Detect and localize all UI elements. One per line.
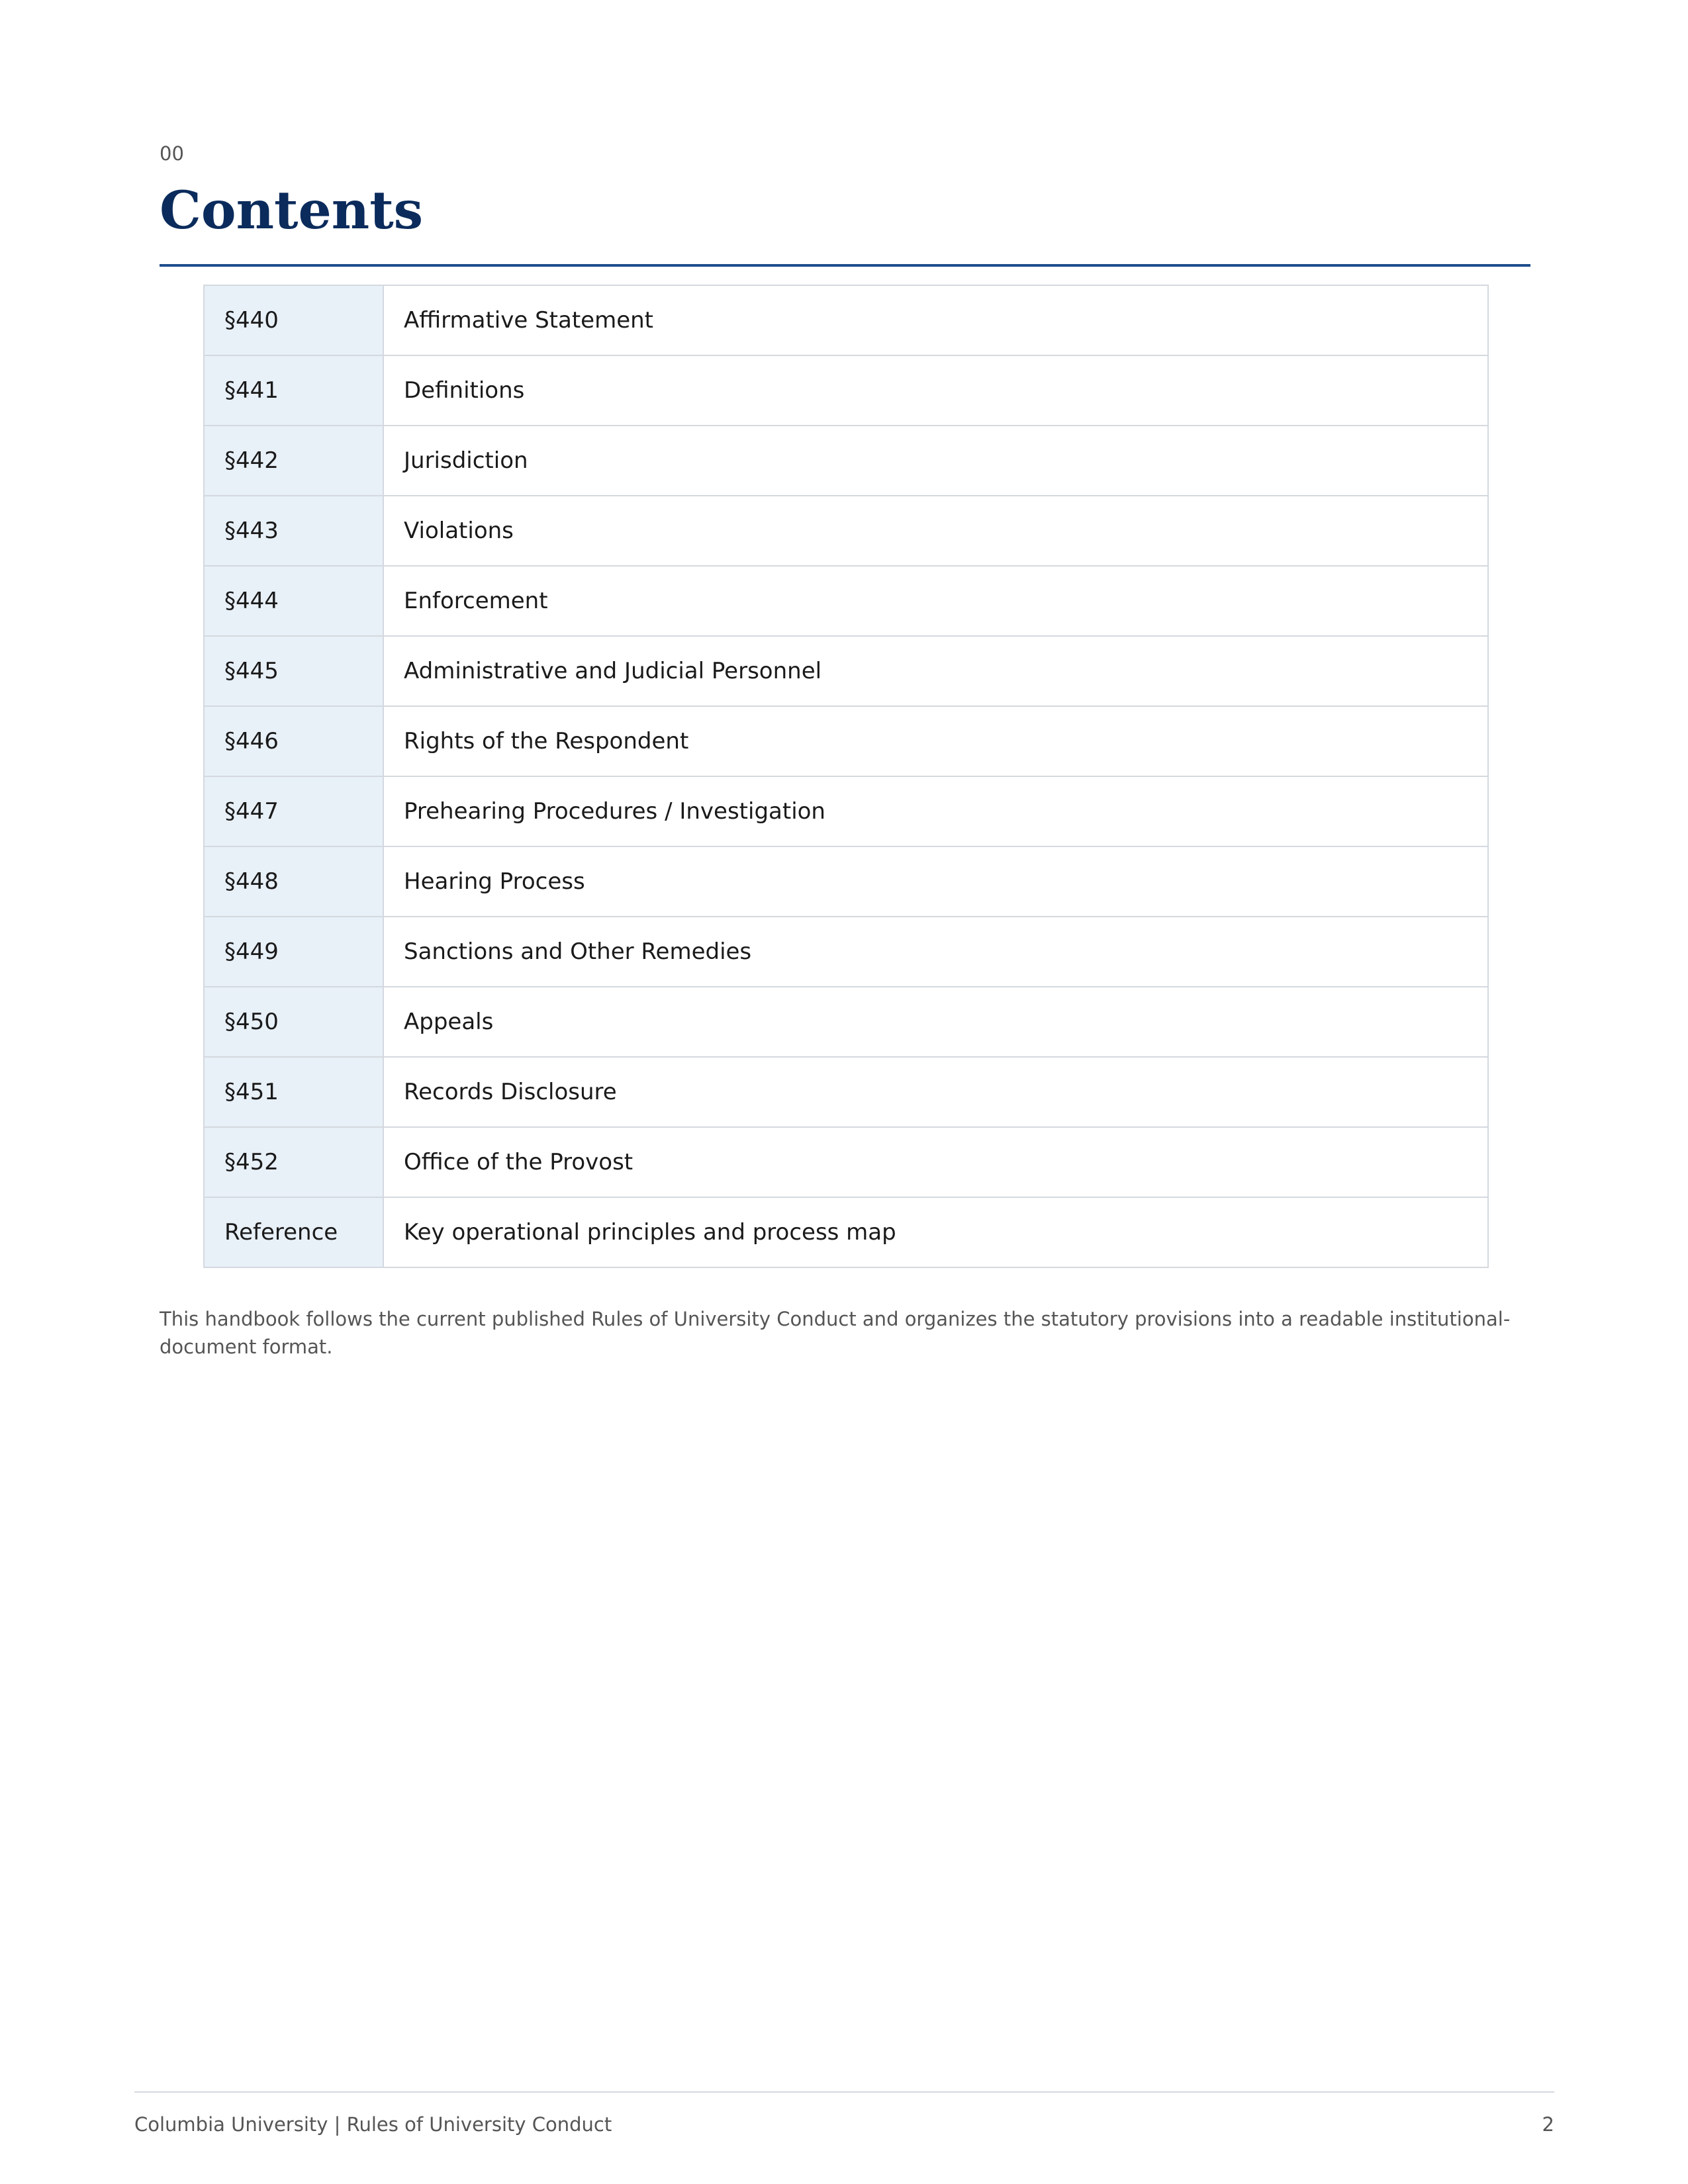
table-row[interactable]	[204, 355, 1488, 426]
handbook-note: This handbook follows the current published Rules of University Conduct and organizes the statutory provisions into a readable institutional-document format.	[160, 1308, 1511, 1358]
title-cell: Prehearing Procedures / Investigation	[383, 776, 1488, 846]
section-cell: §441	[204, 355, 383, 426]
table-row[interactable]	[204, 496, 1488, 566]
table-row[interactable]	[204, 566, 1488, 636]
table-row[interactable]	[204, 285, 1488, 355]
title-cell: Sanctions and Other Remedies	[383, 917, 1488, 987]
section-cell: §449	[204, 917, 383, 987]
title-cell: Office of the Provost	[383, 1127, 1488, 1197]
title-cell: Rights of the Respondent	[383, 706, 1488, 776]
table-row[interactable]	[204, 846, 1488, 917]
title-divider	[160, 264, 1530, 267]
section-cell: §443	[204, 496, 383, 566]
table-row[interactable]	[204, 1127, 1488, 1197]
title-cell: Key operational principles and process map	[383, 1197, 1488, 1267]
table-row[interactable]	[204, 1197, 1488, 1267]
title-cell: Enforcement	[383, 566, 1488, 636]
section-cell: §450	[204, 987, 383, 1057]
section-cell: Reference	[204, 1197, 383, 1267]
table-row[interactable]	[204, 1057, 1488, 1127]
title-cell: Hearing Process	[383, 846, 1488, 917]
section-cell: §440	[204, 285, 383, 355]
page-title: Contents	[160, 179, 424, 241]
title-cell: Appeals	[383, 987, 1488, 1057]
page-number: 2	[1542, 2113, 1554, 2136]
section-cell: §445	[204, 636, 383, 706]
title-cell: Jurisdiction	[383, 426, 1488, 496]
title-cell: Definitions	[383, 355, 1488, 426]
footer-divider	[134, 2091, 1554, 2093]
title-cell: Records Disclosure	[383, 1057, 1488, 1127]
table-row[interactable]	[204, 426, 1488, 496]
section-cell: §442	[204, 426, 383, 496]
title-cell: Violations	[383, 496, 1488, 566]
title-cell: Affirmative Statement	[383, 285, 1488, 355]
section-cell: §447	[204, 776, 383, 846]
section-cell: §448	[204, 846, 383, 917]
table-row[interactable]	[204, 706, 1488, 776]
section-cell: §451	[204, 1057, 383, 1127]
section-number: 00	[160, 142, 184, 165]
table-row[interactable]	[204, 776, 1488, 846]
title-cell: Administrative and Judicial Personnel	[383, 636, 1488, 706]
table-row[interactable]	[204, 636, 1488, 706]
section-cell: §446	[204, 706, 383, 776]
section-cell: §452	[204, 1127, 383, 1197]
contents-table	[203, 285, 1489, 1268]
section-cell: §444	[204, 566, 383, 636]
footer-title: Columbia University | Rules of University Conduct	[134, 2113, 612, 2136]
table-row[interactable]	[204, 917, 1488, 987]
table-row[interactable]	[204, 987, 1488, 1057]
